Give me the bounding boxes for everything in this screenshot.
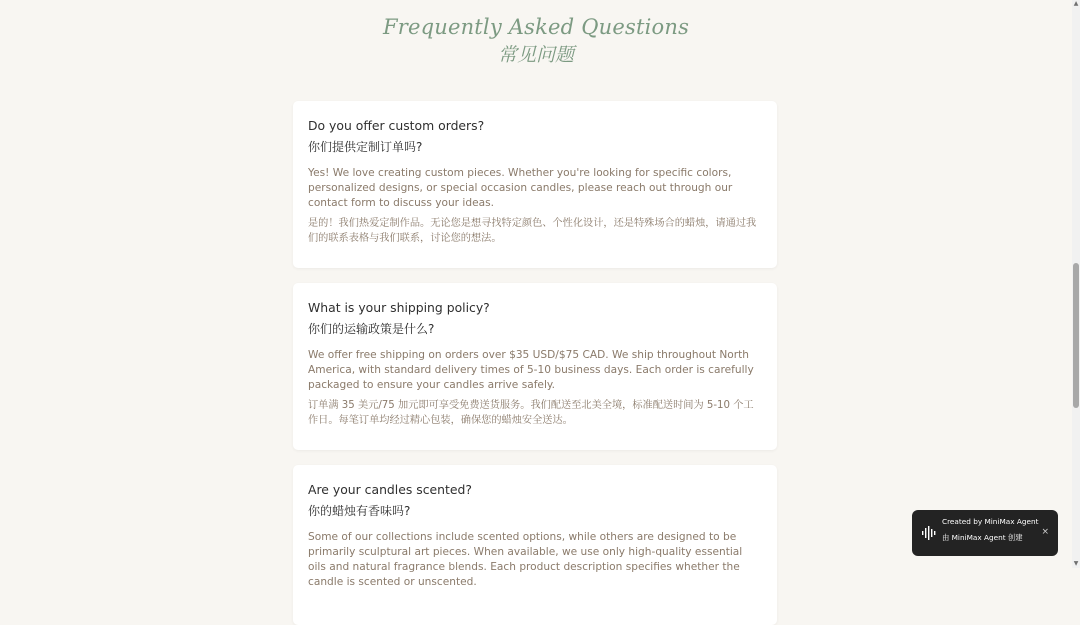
waveform-icon — [921, 525, 937, 541]
badge-created-by-text-zh: 由 MiniMax Agent 创建 — [942, 533, 1023, 542]
faq-question: Do you offer custom orders? — [308, 118, 485, 133]
faq-question: What is your shipping policy? — [308, 300, 490, 315]
badge-created-by-text: Created by MiniMax Agent — [942, 517, 1039, 526]
faq-item — [293, 465, 777, 625]
scroll-up-arrow-icon[interactable]: ▲ — [1073, 0, 1079, 7]
faq-answer: Some of our collections include scented options, while others are designed to be primarily sculptural art pieces. When available, we use only high-quality essential oils and natural fragrance blends. Each product description specifies whether the candle is scented or unscented. — [308, 531, 743, 588]
page-scrollbar[interactable] — [1072, 0, 1080, 568]
page-title: Frequently Asked Questions — [382, 15, 690, 39]
faq-answer: Yes! We love creating custom pieces. Whether you're looking for specific colors, personalized designs, or special occasion candles, please reach out through our contact form to discuss your ideas. — [308, 167, 733, 209]
faq-answer: We offer free shipping on orders over $35 USD/$75 CAD. We ship throughout North America, with standard delivery times of 5-10 business days. Each order is carefully packaged to ensure your candles arrive safely. — [308, 349, 754, 391]
faq-question-zh: 你们的运输政策是什么? — [308, 322, 435, 336]
scroll-down-arrow-icon[interactable]: ▼ — [1073, 560, 1079, 567]
scrollbar-thumb[interactable] — [1073, 263, 1079, 408]
faq-item — [293, 283, 777, 450]
faq-item — [293, 101, 777, 268]
faq-answer-zh: 是的！我们热爱定制作品。无论您是想寻找特定颜色、个性化设计，还是特殊场合的蜡烛，请通过我们的联系表格与我们联系，讨论您的想法。 — [308, 218, 757, 244]
faq-question-zh: 你们提供定制订单吗? — [308, 140, 423, 154]
minimax-agent-badge[interactable] — [912, 510, 1058, 556]
faq-answer-zh: 订单满 35 美元/75 加元即可享受免费送货服务。我们配送至北美全境，标准配送时间为 5-10 个工作日。每笔订单均经过精心包装，确保您的蜡烛安全送达。 — [308, 400, 754, 426]
faq-header — [0, 12, 1072, 68]
close-icon[interactable]: × — [1041, 527, 1049, 537]
faq-question-zh: 你的蜡烛有香味吗? — [308, 504, 411, 518]
faq-question: Are your candles scented? — [308, 482, 472, 497]
page-title-zh: 常见问题 — [497, 44, 574, 66]
